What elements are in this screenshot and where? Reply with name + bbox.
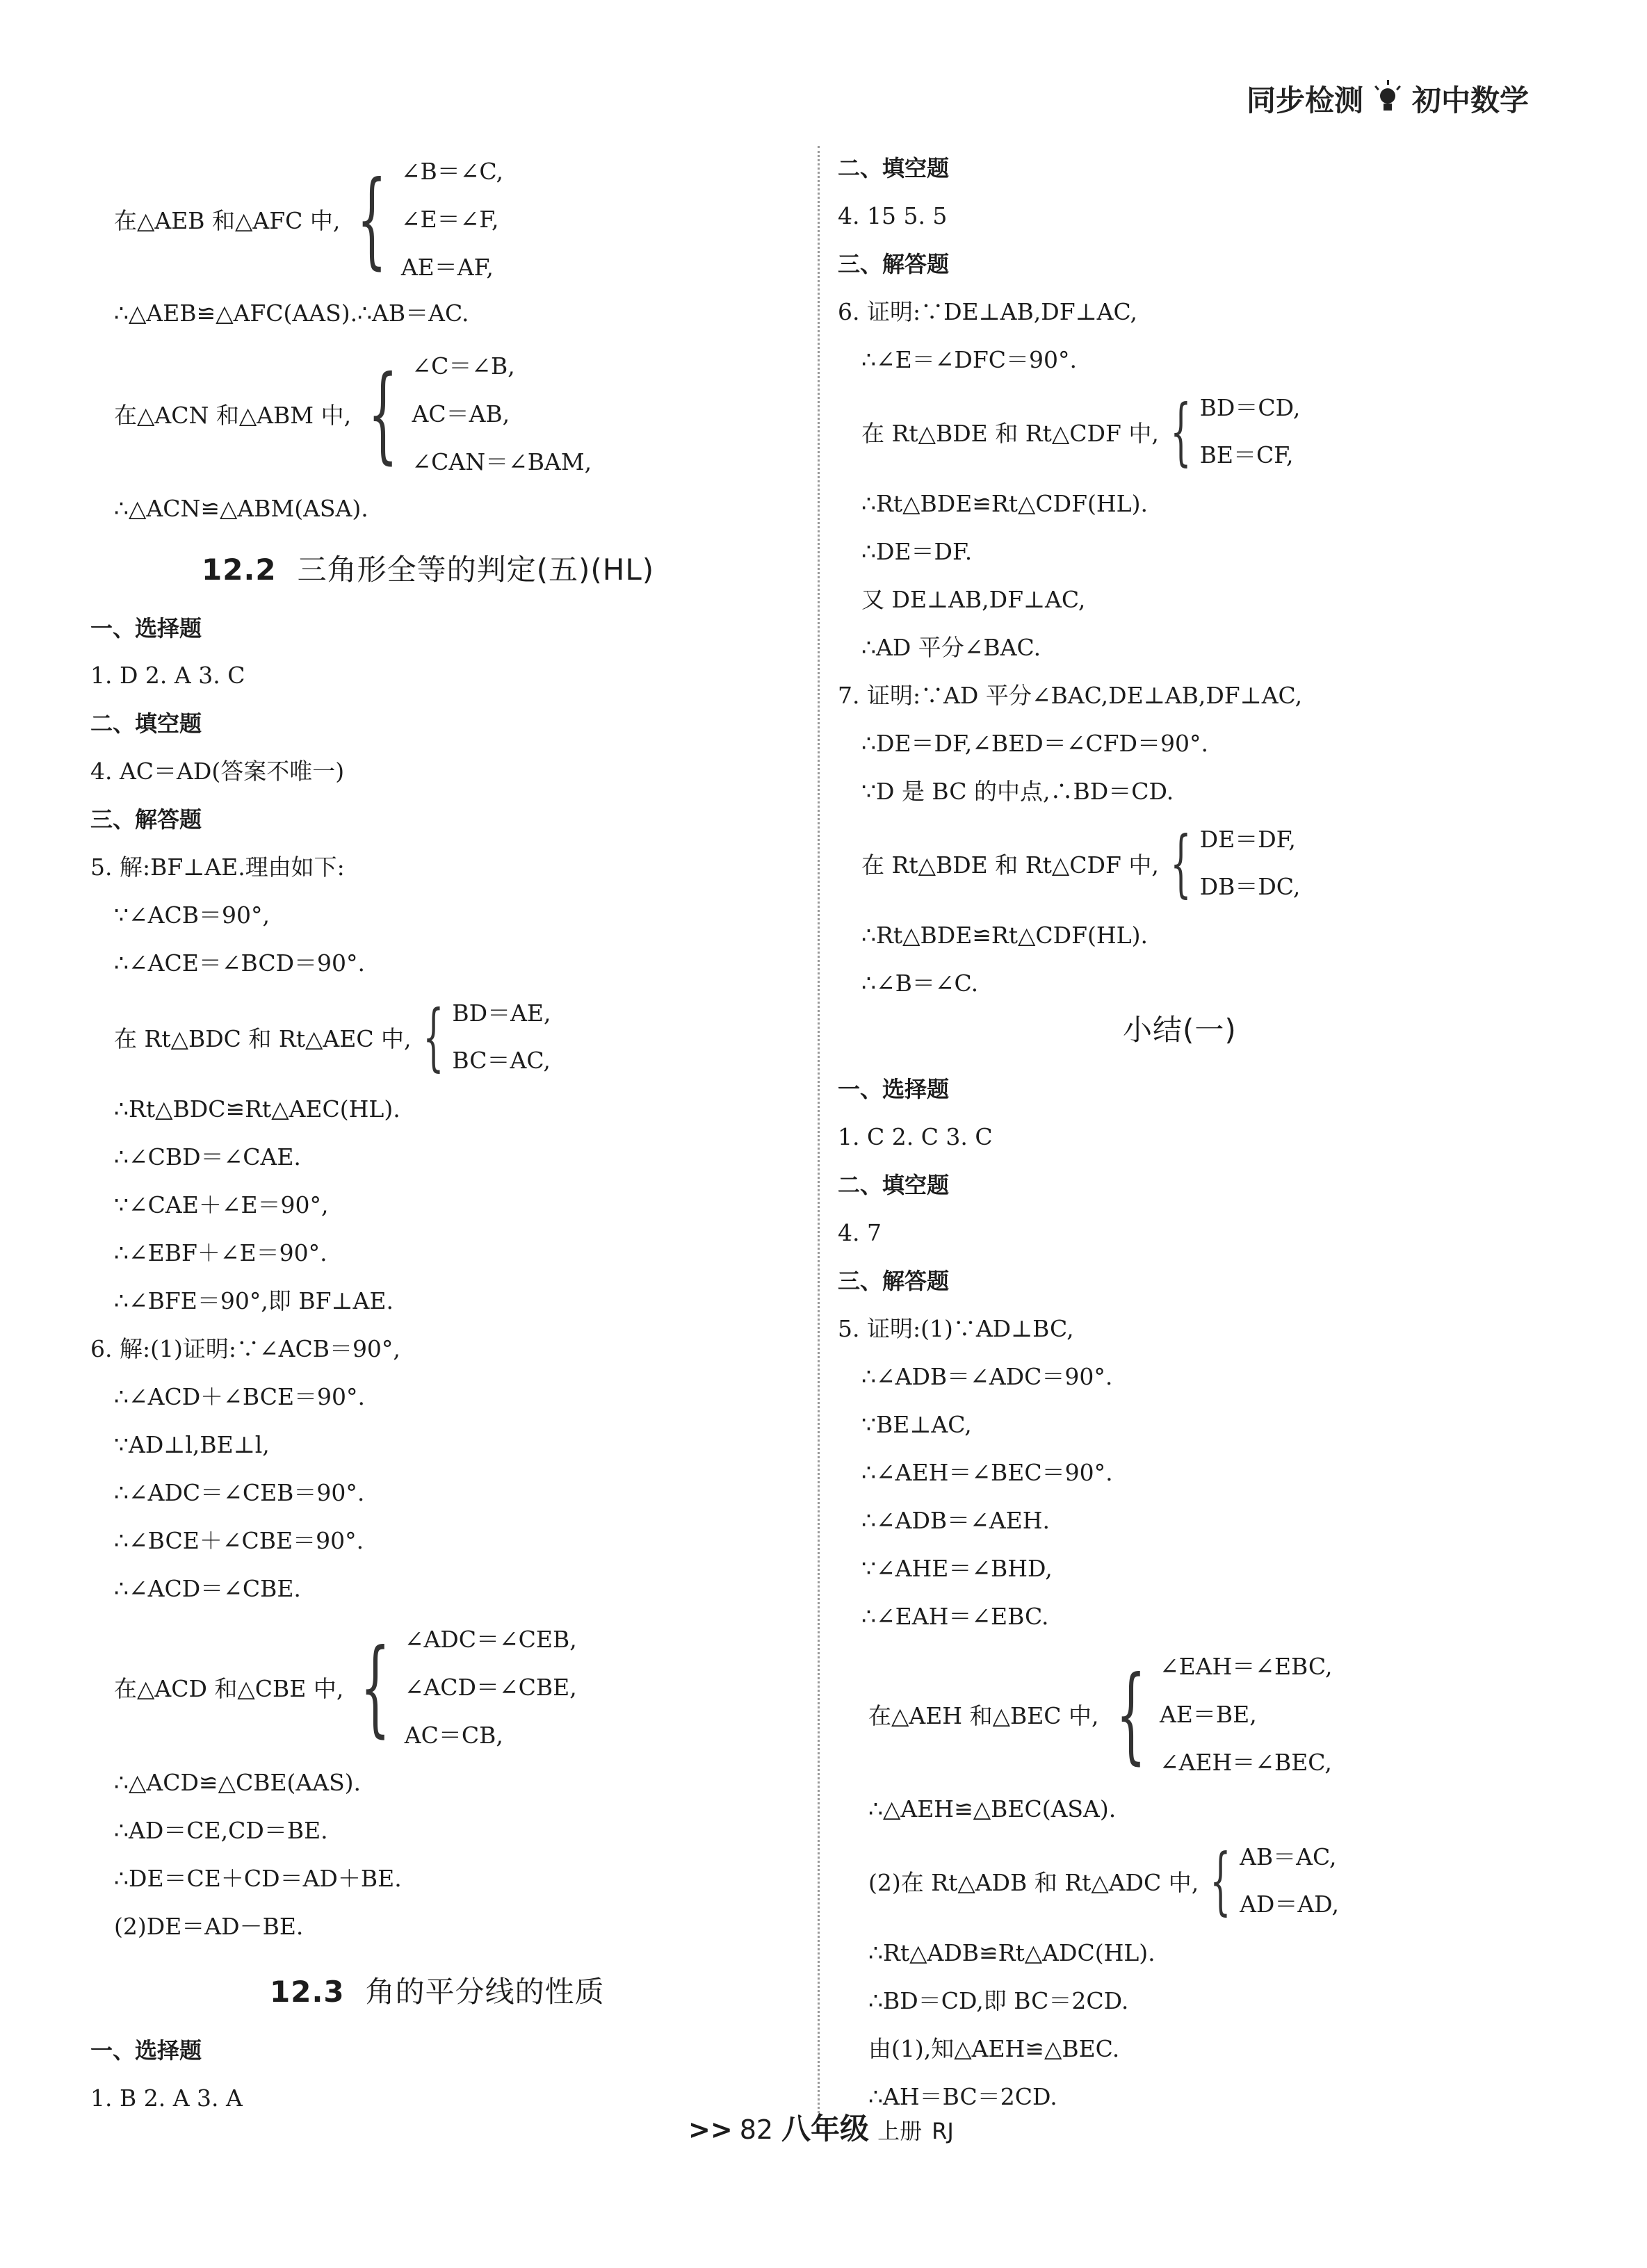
brace: { — [1170, 820, 1192, 906]
section-title: 小结(一) — [1123, 1013, 1237, 1047]
answer-line: 4. 7 — [838, 1219, 882, 1246]
equation-system — [868, 1834, 1339, 1928]
equation: BD＝AE, — [452, 1000, 551, 1027]
equation-system — [114, 990, 551, 1084]
column-divider — [818, 146, 820, 2113]
equation: ∠AEH＝∠BEC, — [1159, 1749, 1332, 1776]
brace: { — [368, 353, 398, 475]
equation: ∠B＝∠C, — [400, 158, 503, 185]
text-line: ∴∠E＝∠DFC＝90°. — [861, 346, 1077, 373]
system-label: 在△ACN 和△ABM 中, — [114, 402, 352, 429]
brace: { — [1115, 1654, 1146, 1775]
text-line: ∴∠BCE＋∠CBE＝90°. — [114, 1527, 364, 1554]
text-line: ∴AH＝BC＝2CD. — [868, 2083, 1057, 2110]
text-line: ∴Rt△BDE≌Rt△CDF(HL). — [861, 922, 1148, 949]
text-line: 7. 证明:∵AD 平分∠BAC,DE⊥AB,DF⊥AC, — [838, 682, 1303, 709]
text-line: ∴∠ACD＝∠CBE. — [114, 1575, 301, 1602]
text-line: 5. 解:BF⊥AE.理由如下: — [90, 854, 345, 881]
equation: AC＝AB, — [412, 400, 510, 427]
text-line: ∴∠BFE＝90°,即 BF⊥AE. — [114, 1287, 394, 1314]
answer-line: 4. AC＝AD(答案不唯一) — [90, 758, 345, 785]
subsection-heading: 三、解答题 — [90, 806, 202, 833]
text-line: ∴DE＝DF,∠BED＝∠CFD＝90°. — [861, 730, 1208, 757]
equation-system — [861, 816, 1300, 911]
text-line: ∴∠B＝∠C. — [861, 970, 979, 997]
equation-system — [868, 1642, 1332, 1786]
section-name: 角的平分线的性质 — [365, 1975, 605, 2009]
equation: AD＝AD, — [1240, 1891, 1339, 1918]
text-line: ∴AD 平分∠BAC. — [861, 634, 1041, 661]
brace: { — [360, 1626, 391, 1748]
text-line: ∴∠EAH＝∠EBC. — [861, 1603, 1049, 1630]
text-line: ∵∠ACB＝90°, — [114, 902, 270, 929]
equation: ∠EAH＝∠EBC, — [1159, 1653, 1333, 1680]
system-label: 在△ACD 和△CBE 中, — [114, 1675, 344, 1702]
equation: BE＝CF, — [1199, 441, 1294, 468]
section-title — [202, 553, 655, 587]
system-label: 在△AEH 和△BEC 中, — [868, 1702, 1099, 1729]
lightbulb-icon — [1376, 84, 1399, 113]
subsection-heading: 三、解答题 — [838, 251, 950, 277]
subsection-heading: 一、选择题 — [90, 2037, 202, 2064]
text-line: ∴AD＝CE,CD＝BE. — [114, 1817, 328, 1844]
subsection-heading: 一、选择题 — [838, 1076, 950, 1102]
subsection-heading: 一、选择题 — [90, 615, 202, 642]
text-line: ∴∠ADB＝∠AEH. — [861, 1507, 1050, 1534]
equation: ∠E＝∠F, — [400, 206, 499, 233]
text-line: 6. 证明:∵DE⊥AB,DF⊥AC, — [838, 298, 1138, 325]
section-title — [270, 1975, 605, 2009]
system-label: 在 Rt△BDC 和 Rt△AEC 中, — [114, 1025, 412, 1052]
answer-line: 1. C 2. C 3. C — [838, 1123, 993, 1150]
equation: AC＝CB, — [404, 1722, 503, 1749]
equation-system — [114, 1615, 577, 1759]
subsection-heading: 三、解答题 — [838, 1268, 950, 1294]
subsection-heading: 二、填空题 — [838, 155, 950, 181]
equation: AB＝AC, — [1240, 1843, 1337, 1870]
text-line: ∴∠ADB＝∠ADC＝90°. — [861, 1363, 1113, 1390]
text-line: ∵AD⊥l,BE⊥l, — [114, 1431, 270, 1458]
text-line: 由(1),知△AEH≌△BEC. — [868, 2035, 1120, 2062]
text-line: ∵D 是 BC 的中点,∴BD＝CD. — [861, 778, 1174, 805]
equation: ∠ACD＝∠CBE, — [404, 1674, 577, 1701]
text-line: ∴BD＝CD,即 BC＝2CD. — [868, 1987, 1129, 2014]
equation: BC＝AC, — [452, 1047, 551, 1074]
text-line: 5. 证明:(1)∵AD⊥BC, — [838, 1315, 1074, 1342]
text-line: ∵∠AHE＝∠BHD, — [861, 1555, 1053, 1582]
equation: BD＝CD, — [1199, 394, 1301, 421]
equation: ∠CAN＝∠BAM, — [412, 448, 592, 475]
text-line: ∴∠AEH＝∠BEC＝90°. — [861, 1459, 1113, 1486]
text-line: ∴∠CBD＝∠CAE. — [114, 1143, 301, 1170]
brace: { — [357, 158, 387, 280]
text-line: ∴Rt△ADB≌Rt△ADC(HL). — [868, 1939, 1155, 1966]
brace: { — [1170, 389, 1192, 474]
section-number: 12.3 — [270, 1975, 345, 2009]
section-name: 三角形全等的判定(五)(HL) — [297, 553, 655, 587]
header-subject: 初中数学 — [1411, 83, 1529, 117]
text-line: ∴∠ACE＝∠BCD＝90°. — [114, 949, 366, 977]
page-number: 82 — [739, 2114, 774, 2145]
section-number: 12.2 — [202, 553, 277, 587]
text-line: ∴∠EBF＋∠E＝90°. — [114, 1239, 327, 1266]
text-line: ∴Rt△BDE≌Rt△CDF(HL). — [861, 490, 1148, 517]
equation: ∠ADC＝∠CEB, — [404, 1626, 577, 1653]
equation: AE＝BE, — [1159, 1701, 1257, 1728]
text-line: 又 DE⊥AB,DF⊥AC, — [861, 586, 1086, 613]
text-line: ∴△AEH≌△BEC(ASA). — [868, 1795, 1117, 1822]
text-line: ∴△AEB≌△AFC(AAS).∴AB＝AC. — [114, 300, 469, 327]
text-line: ∴DE＝CE＋CD＝AD＋BE. — [114, 1865, 402, 1892]
chevron-right-icon: >> — [688, 2114, 733, 2145]
text-line: ∵∠CAE＋∠E＝90°, — [114, 1191, 329, 1218]
header-title: 同步检测 — [1246, 83, 1363, 117]
text-line: ∴△ACN≌△ABM(ASA). — [114, 495, 368, 522]
text-line: ∴DE＝DF. — [861, 538, 973, 565]
system-label: (2)在 Rt△ADB 和 Rt△ADC 中, — [868, 1868, 1199, 1896]
page-footer — [688, 2106, 964, 2148]
brace: { — [1210, 1838, 1231, 1923]
system-label: 在△AEB 和△AFC 中, — [114, 207, 341, 234]
text-line: ∴Rt△BDC≌Rt△AEC(HL). — [114, 1095, 400, 1123]
subsection-heading: 二、填空题 — [838, 1172, 950, 1198]
edition-label: RJ — [932, 2118, 954, 2144]
system-label: 在 Rt△BDE 和 Rt△CDF 中, — [861, 851, 1159, 879]
text-line: 6. 解:(1)证明:∵∠ACB＝90°, — [90, 1335, 400, 1362]
answer-line: 4. 15 5. 5 — [838, 202, 948, 229]
answer-line: 1. B 2. A 3. A — [90, 2085, 243, 2112]
equation-system — [114, 147, 503, 291]
text-line: ∵BE⊥AC, — [861, 1411, 972, 1438]
brace: { — [422, 994, 444, 1079]
equation: AE＝AF, — [400, 254, 494, 281]
equation: DB＝DC, — [1199, 873, 1301, 900]
equation-system — [861, 384, 1300, 479]
equation: ∠C＝∠B, — [412, 352, 515, 380]
equation: DE＝DF, — [1199, 826, 1296, 853]
answer-line: 1. D 2. A 3. C — [90, 662, 245, 689]
text-line: ∴△ACD≌△CBE(AAS). — [114, 1769, 362, 1796]
text-line: ∴∠ADC＝∠CEB＝90°. — [114, 1479, 365, 1506]
grade-label: 八年级 — [781, 2112, 870, 2146]
equation-system — [114, 342, 592, 486]
page-header — [1247, 78, 1529, 120]
text-line: ∴∠ACD＋∠BCE＝90°. — [114, 1383, 366, 1410]
text-line: (2)DE＝AD－BE. — [114, 1913, 304, 1940]
subsection-heading: 二、填空题 — [90, 710, 202, 737]
volume-label: 上册 — [877, 2118, 923, 2144]
system-label: 在 Rt△BDE 和 Rt△CDF 中, — [861, 419, 1159, 447]
